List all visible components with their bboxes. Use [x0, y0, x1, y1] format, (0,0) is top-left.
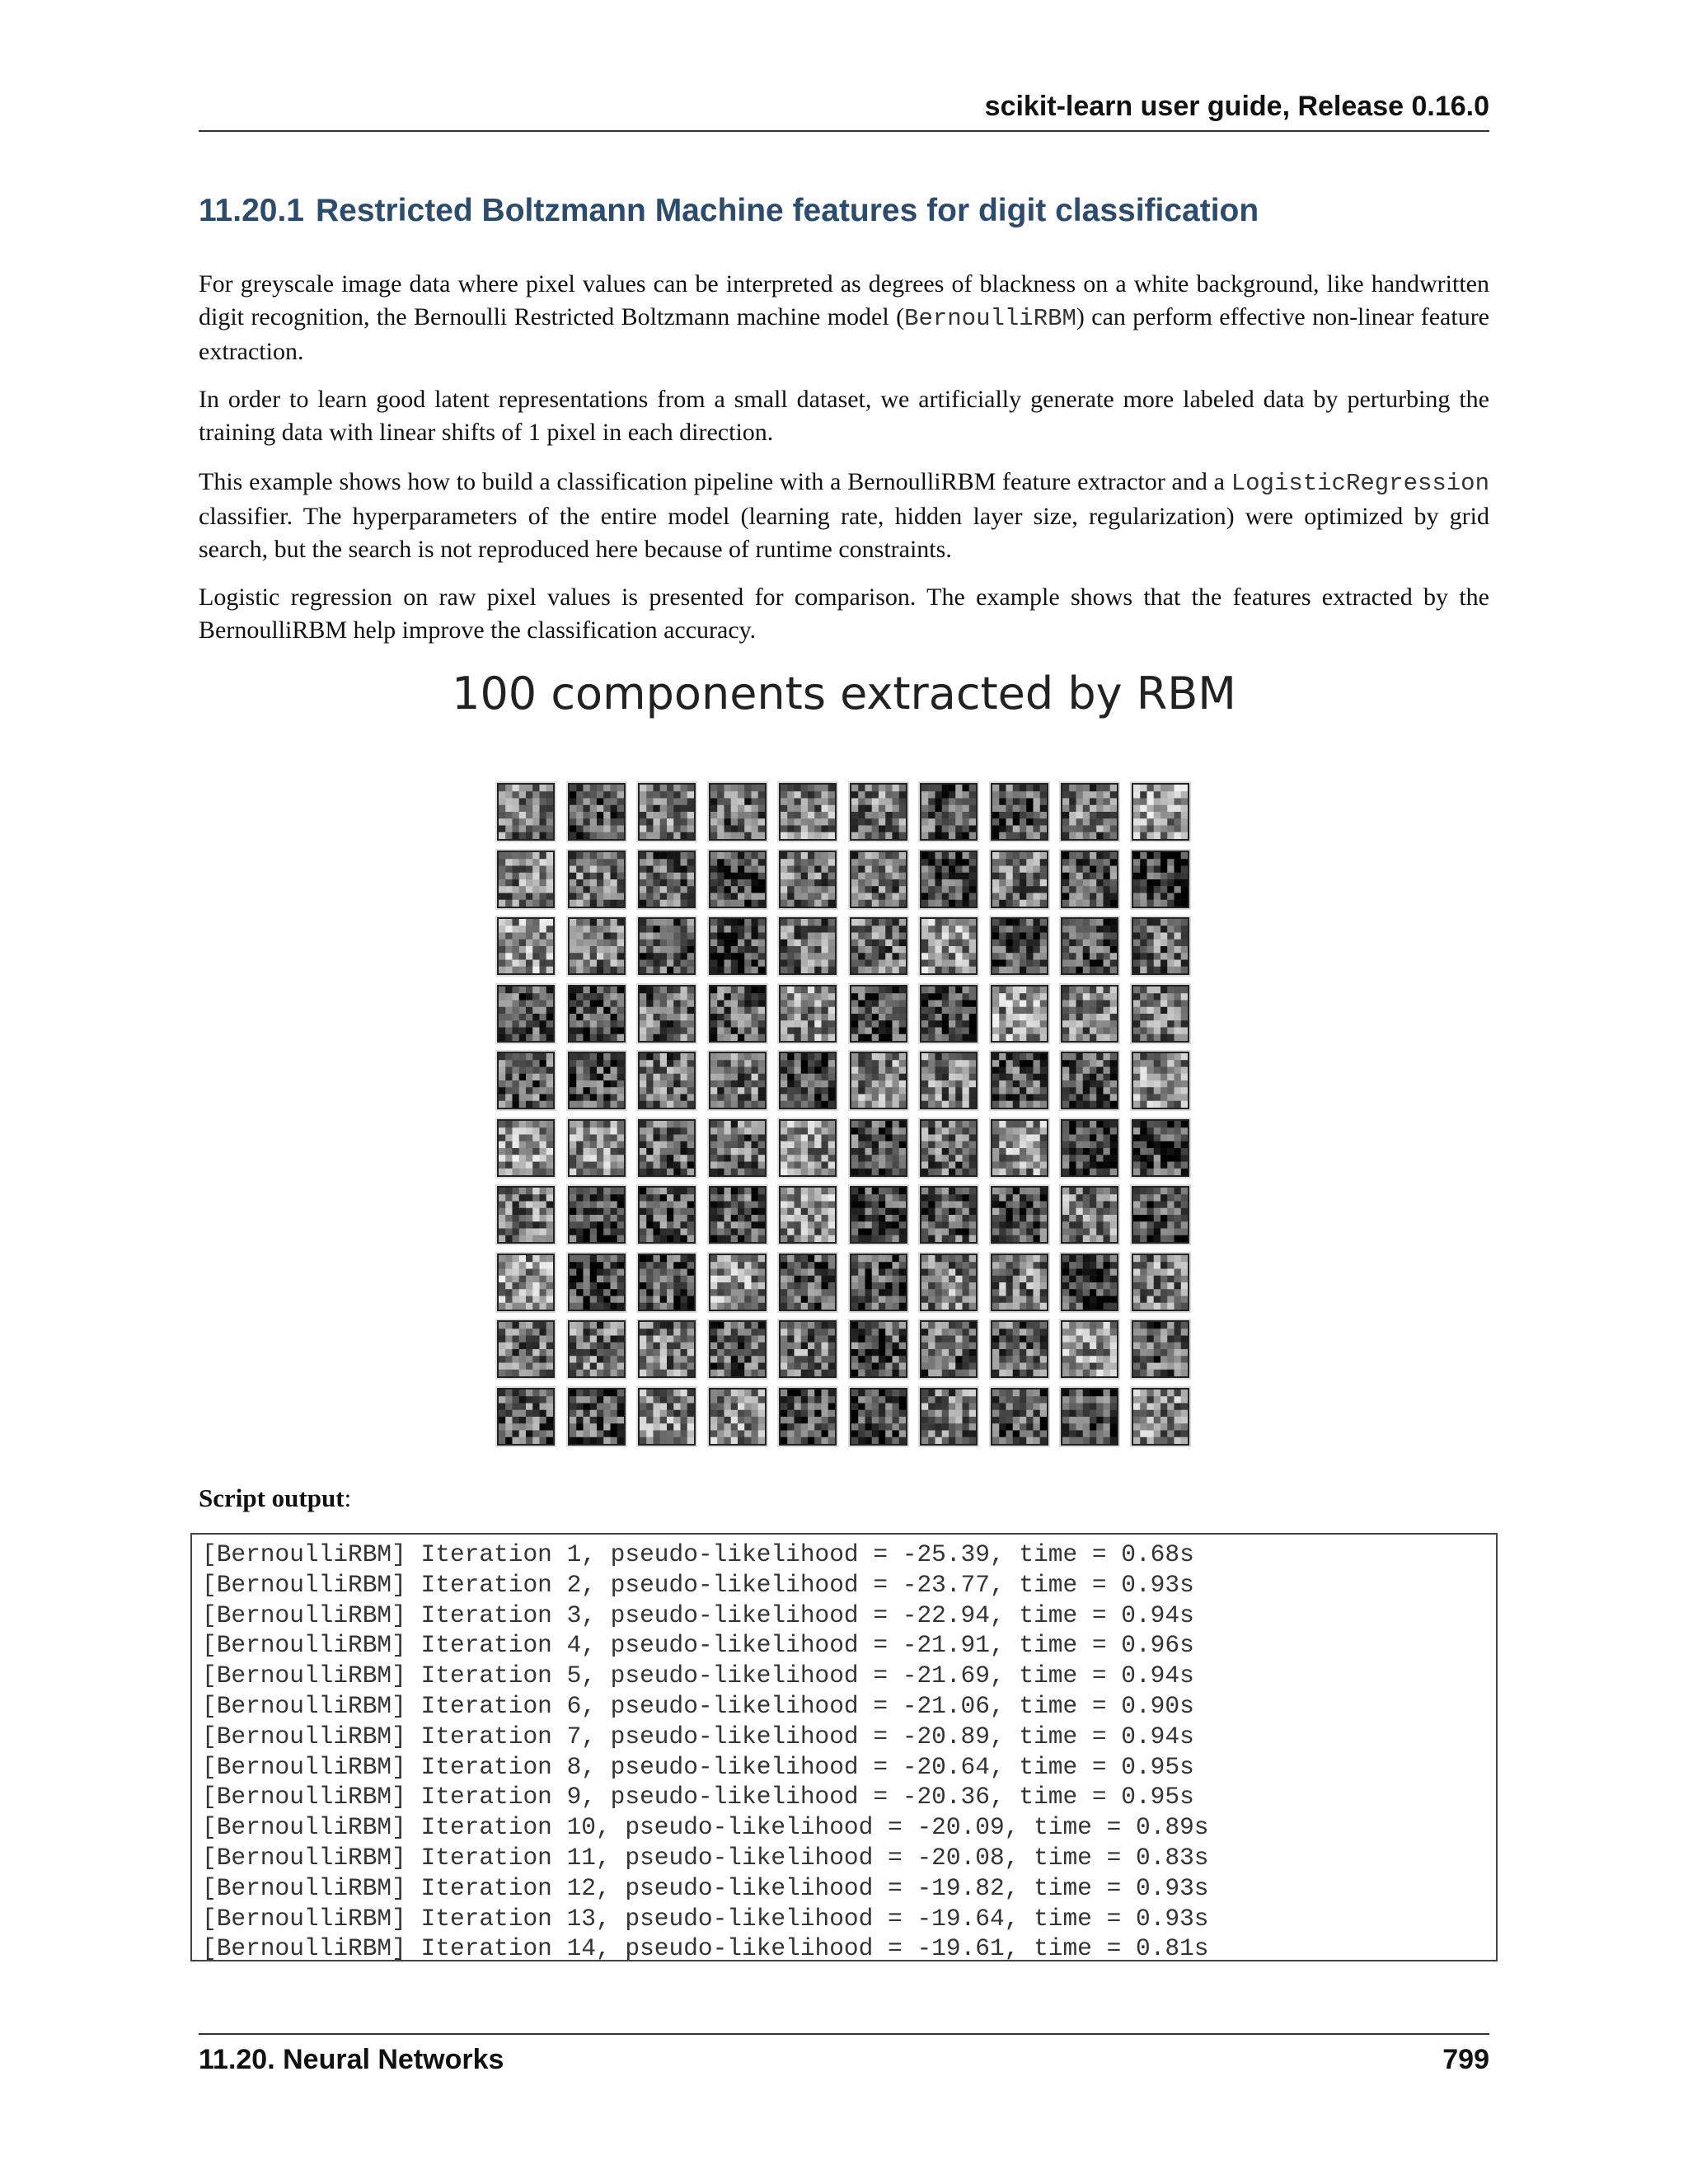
- component-tile: [568, 783, 626, 841]
- component-pattern: [992, 785, 1047, 839]
- component-tile: [638, 1254, 696, 1311]
- component-pattern: [992, 1188, 1047, 1242]
- component-tile: [709, 917, 767, 975]
- component-tile: [568, 1388, 626, 1446]
- component-pattern: [781, 1188, 835, 1242]
- component-pattern: [781, 1322, 835, 1376]
- component-tile: [497, 851, 555, 908]
- component-pattern: [1062, 1255, 1117, 1310]
- component-tile: [850, 1119, 907, 1177]
- component-tile: [497, 783, 555, 841]
- section-heading: [199, 193, 1259, 229]
- component-pattern: [851, 1390, 906, 1444]
- paragraph-1: [199, 268, 1489, 368]
- component-tile: [638, 985, 696, 1043]
- component-pattern: [1062, 1053, 1117, 1108]
- component-tile: [991, 1254, 1048, 1311]
- component-pattern: [781, 785, 835, 839]
- component-pattern: [1133, 1255, 1188, 1310]
- component-tile: [920, 783, 978, 841]
- script-output-line: [BernoulliRBM] Iteration 6, pseudo-likelihood = -21.06, time = 0.90s: [202, 1691, 1194, 1720]
- component-pattern: [781, 1390, 835, 1444]
- component-tile: [497, 917, 555, 975]
- component-tile: [1132, 851, 1189, 908]
- section-number: 11.20.1: [199, 193, 304, 228]
- script-output-line: [BernoulliRBM] Iteration 12, pseudo-likelihood = -19.82, time = 0.93s: [202, 1873, 1209, 1902]
- footer-rule: [199, 2033, 1489, 2035]
- component-pattern: [570, 1255, 624, 1310]
- component-tile: [638, 1186, 696, 1244]
- script-output-line: [BernoulliRBM] Iteration 10, pseudo-likelihood = -20.09, time = 0.89s: [202, 1813, 1209, 1842]
- component-pattern: [921, 1121, 976, 1175]
- component-tile: [497, 1119, 555, 1177]
- component-pattern: [992, 919, 1047, 973]
- component-tile: [779, 1388, 837, 1446]
- component-tile: [779, 985, 837, 1043]
- component-tile: [920, 851, 978, 908]
- component-pattern: [992, 1121, 1047, 1175]
- component-tile: [779, 851, 837, 908]
- component-pattern: [710, 1188, 765, 1242]
- component-tile: [920, 1320, 978, 1378]
- component-tile: [1061, 1388, 1118, 1446]
- component-tile: [779, 1052, 837, 1109]
- component-pattern: [570, 852, 624, 907]
- component-pattern: [640, 987, 694, 1041]
- component-pattern: [499, 1255, 553, 1310]
- component-tile: [850, 1320, 907, 1378]
- component-pattern: [851, 1188, 906, 1242]
- component-pattern: [1133, 1188, 1188, 1242]
- component-tile: [568, 917, 626, 975]
- component-pattern: [710, 1053, 765, 1108]
- component-tile: [1061, 783, 1118, 841]
- component-pattern: [1133, 1053, 1188, 1108]
- paragraph-3-text-b: classifier. The hyperparameters of the entire model (learning rate, hidden layer size, regularization) were optimized by grid search, but the search is not reproduced here because of runtime constraints.: [199, 503, 1489, 563]
- component-pattern: [710, 1322, 765, 1376]
- component-pattern: [499, 852, 553, 907]
- component-pattern: [640, 1322, 694, 1376]
- component-tile: [991, 1052, 1048, 1109]
- component-tile: [1061, 917, 1118, 975]
- component-tile: [709, 1186, 767, 1244]
- component-tile: [1061, 985, 1118, 1043]
- component-tile: [497, 1186, 555, 1244]
- component-pattern: [640, 1188, 694, 1242]
- component-pattern: [992, 1053, 1047, 1108]
- component-tile: [497, 1388, 555, 1446]
- component-pattern: [851, 1053, 906, 1108]
- component-tile: [1132, 917, 1189, 975]
- component-tile: [991, 917, 1048, 975]
- header-rule: [199, 130, 1489, 132]
- component-tile: [779, 1186, 837, 1244]
- component-pattern: [992, 1322, 1047, 1376]
- component-tile: [991, 783, 1048, 841]
- component-tile: [920, 1254, 978, 1311]
- component-tile: [1061, 1320, 1118, 1378]
- component-tile: [779, 1119, 837, 1177]
- component-tile: [1132, 1388, 1189, 1446]
- component-pattern: [640, 1255, 694, 1310]
- logisticregression-code-link[interactable]: LogisticRegression: [1231, 470, 1489, 497]
- script-output-label-text: Script output: [199, 1483, 345, 1512]
- component-tile: [1132, 1119, 1189, 1177]
- rbm-components-figure: [199, 668, 1489, 1451]
- component-tile: [709, 1320, 767, 1378]
- component-tile: [1132, 783, 1189, 841]
- component-tile: [850, 1254, 907, 1311]
- component-tile: [779, 783, 837, 841]
- script-output-colon: :: [344, 1483, 352, 1512]
- component-pattern: [851, 1255, 906, 1310]
- component-tile: [991, 851, 1048, 908]
- component-tile: [497, 1320, 555, 1378]
- component-tile: [1061, 1119, 1118, 1177]
- component-pattern: [921, 852, 976, 907]
- component-tile: [920, 1388, 978, 1446]
- component-pattern: [640, 1390, 694, 1444]
- component-pattern: [921, 987, 976, 1041]
- component-tile: [1061, 1186, 1118, 1244]
- script-output-line: [BernoulliRBM] Iteration 5, pseudo-likelihood = -21.69, time = 0.94s: [202, 1661, 1194, 1690]
- component-pattern: [710, 785, 765, 839]
- component-pattern: [570, 1188, 624, 1242]
- component-pattern: [781, 852, 835, 907]
- component-pattern: [781, 1053, 835, 1108]
- component-tile: [568, 1052, 626, 1109]
- component-tile: [638, 783, 696, 841]
- component-tile: [638, 1052, 696, 1109]
- component-pattern: [781, 919, 835, 973]
- component-tile: [920, 1186, 978, 1244]
- script-output-line: [BernoulliRBM] Iteration 1, pseudo-likelihood = -25.39, time = 0.68s: [202, 1540, 1194, 1568]
- component-tile: [709, 1052, 767, 1109]
- component-tile: [991, 1119, 1048, 1177]
- component-pattern: [992, 852, 1047, 907]
- component-tile: [850, 917, 907, 975]
- component-pattern: [1133, 1121, 1188, 1175]
- script-output-line: [BernoulliRBM] Iteration 4, pseudo-likelihood = -21.91, time = 0.96s: [202, 1631, 1194, 1660]
- component-pattern: [499, 1121, 553, 1175]
- component-pattern: [781, 1255, 835, 1310]
- script-output-line: [BernoulliRBM] Iteration 11, pseudo-likelihood = -20.08, time = 0.83s: [202, 1843, 1209, 1872]
- component-tile: [920, 1052, 978, 1109]
- component-pattern: [851, 785, 906, 839]
- component-pattern: [1133, 1322, 1188, 1376]
- component-pattern: [851, 1121, 906, 1175]
- paragraph-1-text-b: ) can perform effective non-linear feature extraction.: [199, 303, 1489, 365]
- component-tile: [709, 851, 767, 908]
- component-tile: [850, 783, 907, 841]
- component-tile: [638, 917, 696, 975]
- component-pattern: [1062, 987, 1117, 1041]
- component-pattern: [640, 785, 694, 839]
- component-pattern: [1133, 1390, 1188, 1444]
- component-pattern: [851, 987, 906, 1041]
- component-pattern: [992, 1390, 1047, 1444]
- component-pattern: [499, 785, 553, 839]
- script-output-line: [BernoulliRBM] Iteration 9, pseudo-likelihood = -20.36, time = 0.95s: [202, 1783, 1194, 1811]
- component-pattern: [499, 919, 553, 973]
- component-tile: [850, 1186, 907, 1244]
- component-pattern: [499, 1053, 553, 1108]
- component-tile: [1132, 1186, 1189, 1244]
- component-pattern: [781, 987, 835, 1041]
- paragraph-3-text-a: This example shows how to build a classification pipeline with a BernoulliRBM feature extractor and a: [199, 468, 1231, 495]
- component-tile: [991, 1320, 1048, 1378]
- component-pattern: [570, 987, 624, 1041]
- component-tile: [638, 1119, 696, 1177]
- component-pattern: [570, 785, 624, 839]
- running-header: scikit-learn user guide, Release 0.16.0: [984, 91, 1489, 122]
- component-tile: [568, 1186, 626, 1244]
- script-output-box: [190, 1533, 1498, 1961]
- component-pattern: [1133, 919, 1188, 973]
- component-tile: [709, 985, 767, 1043]
- component-pattern: [570, 919, 624, 973]
- component-tile: [568, 1254, 626, 1311]
- component-tile: [709, 1388, 767, 1446]
- component-pattern: [710, 987, 765, 1041]
- script-output-line: [BernoulliRBM] Iteration 7, pseudo-likelihood = -20.89, time = 0.94s: [202, 1722, 1194, 1750]
- component-pattern: [1133, 852, 1188, 907]
- component-pattern: [921, 1322, 976, 1376]
- component-tile: [1132, 1254, 1189, 1311]
- component-pattern: [570, 1053, 624, 1108]
- component-pattern: [710, 852, 765, 907]
- component-tile: [568, 851, 626, 908]
- component-pattern: [499, 1322, 553, 1376]
- component-pattern: [921, 1255, 976, 1310]
- component-tile: [709, 1119, 767, 1177]
- script-output-line: [BernoulliRBM] Iteration 8, pseudo-likelihood = -20.64, time = 0.95s: [202, 1752, 1194, 1781]
- component-pattern: [710, 1255, 765, 1310]
- component-tile: [568, 1320, 626, 1378]
- component-pattern: [640, 1121, 694, 1175]
- script-output-line: [BernoulliRBM] Iteration 14, pseudo-likelihood = -19.61, time = 0.81s: [202, 1934, 1209, 1963]
- component-tile: [850, 1052, 907, 1109]
- component-tile: [709, 783, 767, 841]
- script-output-line: [BernoulliRBM] Iteration 2, pseudo-likelihood = -23.77, time = 0.93s: [202, 1570, 1194, 1599]
- component-tile: [568, 1119, 626, 1177]
- component-pattern: [921, 1053, 976, 1108]
- component-pattern: [1133, 785, 1188, 839]
- component-pattern: [921, 1188, 976, 1242]
- component-pattern: [570, 1390, 624, 1444]
- component-pattern: [921, 785, 976, 839]
- bernoullirbm-code-link[interactable]: BernoulliRBM: [904, 305, 1076, 332]
- component-pattern: [1133, 987, 1188, 1041]
- component-pattern: [499, 987, 553, 1041]
- component-tile: [850, 851, 907, 908]
- component-tile: [1061, 1052, 1118, 1109]
- component-tile: [920, 1119, 978, 1177]
- figure-title: 100 components extracted by RBM: [452, 668, 1236, 719]
- component-pattern: [851, 919, 906, 973]
- component-tile: [638, 1320, 696, 1378]
- component-pattern: [992, 987, 1047, 1041]
- component-pattern: [921, 1390, 976, 1444]
- component-pattern: [851, 1322, 906, 1376]
- component-tile: [1132, 1052, 1189, 1109]
- component-pattern: [570, 1121, 624, 1175]
- component-pattern: [921, 919, 976, 973]
- component-pattern: [710, 1121, 765, 1175]
- component-pattern: [499, 1188, 553, 1242]
- component-pattern: [1062, 1188, 1117, 1242]
- component-pattern: [640, 1053, 694, 1108]
- component-pattern: [1062, 852, 1117, 907]
- component-tile: [920, 917, 978, 975]
- component-tile: [1061, 1254, 1118, 1311]
- script-output-label: [199, 1483, 351, 1513]
- component-tile: [497, 985, 555, 1043]
- component-tile: [709, 1254, 767, 1311]
- component-tile: [638, 1388, 696, 1446]
- component-tile: [850, 1388, 907, 1446]
- component-pattern: [640, 919, 694, 973]
- component-pattern: [1062, 1121, 1117, 1175]
- component-pattern: [781, 1121, 835, 1175]
- component-pattern: [1062, 1390, 1117, 1444]
- script-output-line: [BernoulliRBM] Iteration 3, pseudo-likelihood = -22.94, time = 0.94s: [202, 1601, 1194, 1629]
- component-tile: [1132, 985, 1189, 1043]
- component-pattern: [992, 1255, 1047, 1310]
- script-output-line: [BernoulliRBM] Iteration 13, pseudo-likelihood = -19.64, time = 0.93s: [202, 1904, 1209, 1933]
- paragraph-3: [199, 466, 1489, 566]
- component-pattern: [1062, 1322, 1117, 1376]
- component-tile: [1132, 1320, 1189, 1378]
- paragraph-1-text-a: For greyscale image data where pixel values can be interpreted as degrees of blackness on a white background, like handwritten digit recognition, the Bernoulli Restricted Boltzmann machine model (: [199, 270, 1489, 330]
- component-tile: [1061, 851, 1118, 908]
- paragraph-2: In order to learn good latent representations from a small dataset, we artificially generate more labeled data by perturbing the training data with linear shifts of 1 pixel in each direction.: [199, 386, 1489, 446]
- component-tile: [779, 1254, 837, 1311]
- component-tile: [850, 985, 907, 1043]
- component-pattern: [1062, 919, 1117, 973]
- component-tile: [779, 917, 837, 975]
- component-tile: [991, 985, 1048, 1043]
- component-tile: [497, 1052, 555, 1109]
- section-title: Restricted Boltzmann Machine features for digit classification: [315, 193, 1259, 228]
- component-tile: [568, 985, 626, 1043]
- component-tile: [991, 1388, 1048, 1446]
- page-number: 799: [1442, 2044, 1489, 2075]
- component-pattern: [640, 852, 694, 907]
- footer-chapter: 11.20. Neural Networks: [199, 2044, 504, 2075]
- component-pattern: [851, 852, 906, 907]
- component-pattern: [1062, 785, 1117, 839]
- component-pattern: [570, 1322, 624, 1376]
- component-pattern: [710, 919, 765, 973]
- component-tile: [920, 985, 978, 1043]
- component-pattern: [499, 1390, 553, 1444]
- component-pattern: [710, 1390, 765, 1444]
- component-tile: [497, 1254, 555, 1311]
- component-tile: [779, 1320, 837, 1378]
- component-tile: [638, 851, 696, 908]
- component-tile: [991, 1186, 1048, 1244]
- paragraph-4: Logistic regression on raw pixel values is presented for comparison. The example shows that the features extracted by the BernoulliRBM help improve the classification accuracy.: [199, 583, 1489, 644]
